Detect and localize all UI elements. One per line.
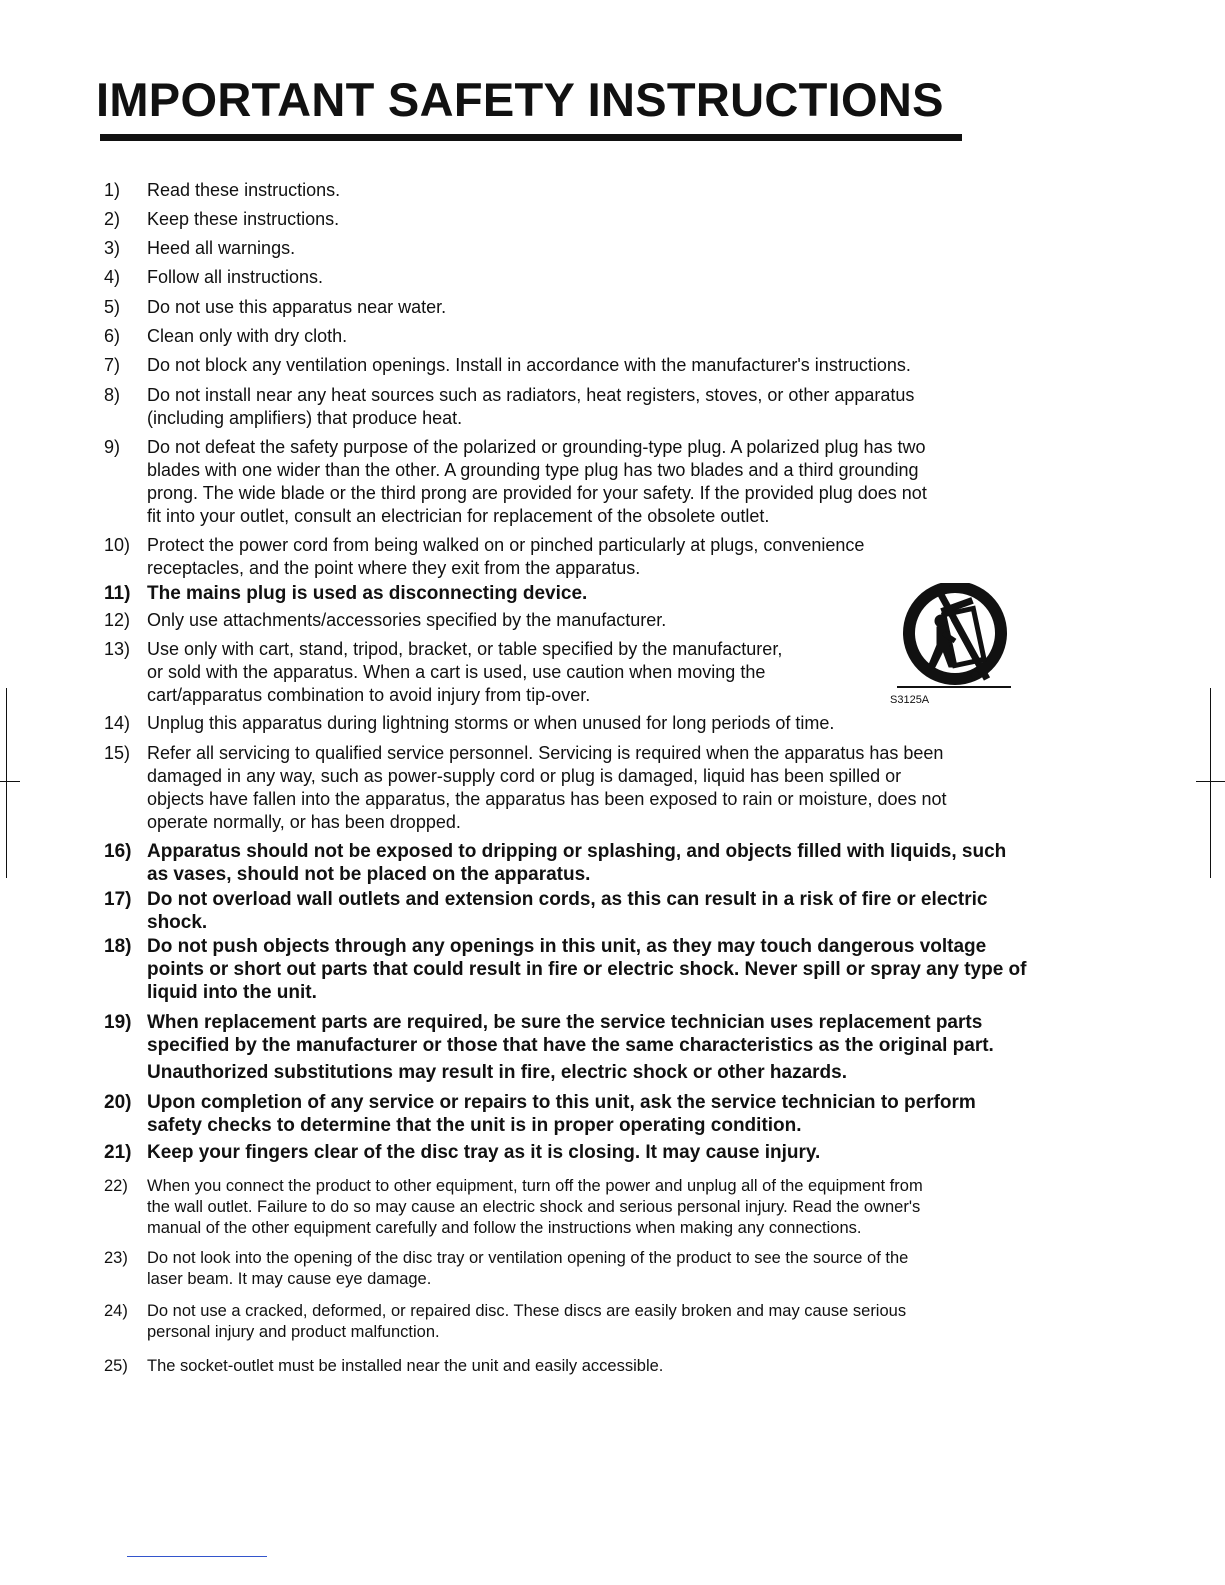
item-text-line: Do not use this apparatus near water.	[147, 297, 447, 317]
list-item	[147, 354, 911, 377]
item-text-line: Only use attachments/accessories specified by the manufacturer.	[147, 610, 667, 630]
item-text-line: the wall outlet. Failure to do so may cause an electric shock and serious personal injury. Read the owner's	[147, 1198, 921, 1216]
item-text-line: Do not install near any heat sources such as radiators, heat registers, stoves, or other apparatus	[147, 385, 915, 405]
item-text-line: fit into your outlet, consult an electrician for replacement of the obsolete outlet.	[147, 506, 770, 526]
item-text-line: Do not block any ventilation openings. Install in accordance with the manufacturer's instructions.	[147, 355, 911, 375]
item-text-line: When replacement parts are required, be sure the service technician uses replacement parts	[147, 1012, 983, 1033]
item-number: 3)	[104, 238, 121, 258]
list-item	[147, 1356, 663, 1377]
item-text-line: receptacles, and the point where they exit from the apparatus.	[147, 558, 641, 578]
item-text-line: laser beam. It may cause eye damage.	[147, 1270, 432, 1288]
item-text-line: The mains plug is used as disconnecting device.	[147, 583, 588, 604]
symbol-code: S3125A	[890, 694, 930, 706]
item-text-line: Use only with cart, stand, tripod, bracket, or table specified by the manufacturer,	[147, 639, 783, 659]
item-number: 24)	[104, 1302, 128, 1320]
list-item	[147, 179, 340, 202]
item-number: 16)	[104, 841, 132, 862]
item-text-line: Upon completion of any service or repairs to this unit, ask the service technician to perform	[147, 1092, 976, 1113]
list-item	[147, 742, 947, 834]
list-item	[147, 582, 587, 605]
item-text-line: blades with one wider than the other. A grounding type plug has two blades and a third grounding	[147, 460, 919, 480]
item-number: 9)	[104, 437, 121, 457]
item-text-line: (including amplifiers) that produce heat.	[147, 408, 463, 428]
list-item	[147, 935, 1026, 1004]
item-text-line: Do not defeat the safety purpose of the polarized or grounding-type plug. A polarized plug has two	[147, 437, 926, 457]
item-text-line: safety checks to determine that the unit is in proper operating condition.	[147, 1115, 802, 1136]
list-item	[147, 1301, 906, 1343]
bottom-underline	[127, 1556, 267, 1557]
list-item	[147, 436, 927, 528]
item-text-line: objects have fallen into the apparatus, the apparatus has been exposed to rain or moisture, does not	[147, 789, 947, 809]
item-text-line: personal injury and product malfunction.	[147, 1323, 440, 1341]
item-number: 17)	[104, 889, 132, 910]
item-text-line: Read these instructions.	[147, 180, 341, 200]
item-text-line: The socket-outlet must be installed near the unit and easily accessible.	[147, 1357, 664, 1375]
item-text-line: points or short out parts that could result in fire or electric shock. Never spill or spray any type of	[147, 959, 1027, 980]
item-number: 8)	[104, 385, 121, 405]
item-text-line: Keep your fingers clear of the disc tray as it is closing. It may cause injury.	[147, 1142, 821, 1163]
crop-mark-right	[1210, 688, 1211, 878]
item-text-line: Unauthorized substitutions may result in fire, electric shock or other hazards.	[147, 1062, 847, 1083]
item-number: 12)	[104, 610, 131, 630]
list-item	[147, 384, 914, 430]
item-text-line: Do not push objects through any openings in this unit, as they may touch dangerous voltage	[147, 936, 987, 957]
item-text-line: Unplug this apparatus during lightning storms or when unused for long periods of time.	[147, 713, 835, 733]
item-text-line: specified by the manufacturer or those that have the same characteristics as the original part.	[147, 1035, 994, 1056]
list-item	[147, 638, 782, 707]
list-item	[147, 1141, 820, 1164]
item-number: 13)	[104, 639, 131, 659]
item-number: 10)	[104, 535, 131, 555]
list-item	[147, 208, 339, 231]
item-text-line: Follow all instructions.	[147, 267, 324, 287]
item-number: 20)	[104, 1092, 132, 1113]
item-number: 4)	[104, 267, 121, 287]
item-text-line: damaged in any way, such as power-supply cord or plug is damaged, liquid has been spilled or	[147, 766, 902, 786]
page-title: IMPORTANT SAFETY INSTRUCTIONS	[96, 73, 944, 126]
item-text-line: Keep these instructions.	[147, 209, 340, 229]
list-item	[147, 840, 1006, 886]
item-text-line: as vases, should not be placed on the apparatus.	[147, 864, 591, 885]
list-item	[147, 296, 446, 319]
item-text-line: Protect the power cord from being walked on or pinched particularly at plugs, convenience	[147, 535, 865, 555]
item-number: 7)	[104, 355, 121, 375]
item-number: 1)	[104, 180, 121, 200]
list-item	[147, 888, 987, 934]
item-text-line: Apparatus should not be exposed to dripping or splashing, and objects filled with liquids, such	[147, 841, 1007, 862]
item-text-line: When you connect the product to other equipment, turn off the power and unplug all of the equipment from	[147, 1177, 923, 1195]
crop-mark-right-tick	[1196, 781, 1225, 782]
item-number: 25)	[104, 1357, 128, 1375]
item-text-line: prong. The wide blade or the third prong are provided for your safety. If the provided plug does not	[147, 483, 927, 503]
item-text-line: manual of the other equipment carefully and follow the instructions when making any connections.	[147, 1219, 862, 1237]
list-item	[147, 609, 666, 632]
item-text-line: or sold with the apparatus. When a cart is used, use caution when moving the	[147, 662, 766, 682]
item-number: 18)	[104, 936, 132, 957]
item-text-line: Clean only with dry cloth.	[147, 326, 348, 346]
item-number: 22)	[104, 1177, 128, 1195]
item-text-line: cart/apparatus combination to avoid injury from tip-over.	[147, 685, 591, 705]
item-text-line: Refer all servicing to qualified service personnel. Servicing is required when the apparatus has been	[147, 743, 944, 763]
item-text-line: Do not overload wall outlets and extension cords, as this can result in a risk of fire or electric	[147, 889, 988, 910]
item-text-line: shock.	[147, 912, 208, 933]
list-item	[147, 325, 347, 348]
list-item	[147, 1091, 976, 1137]
list-item	[147, 1176, 923, 1239]
item-number: 6)	[104, 326, 121, 346]
item-number: 11)	[104, 583, 131, 604]
item-number: 15)	[104, 743, 131, 763]
item-number: 5)	[104, 297, 121, 317]
crop-mark-left	[6, 688, 7, 878]
item-number: 14)	[104, 713, 131, 733]
list-item	[147, 237, 295, 260]
item-text-line: operate normally, or has been dropped.	[147, 812, 461, 832]
crop-mark-left-tick	[0, 781, 20, 782]
title-underline	[100, 134, 962, 141]
item-text-line: Do not look into the opening of the disc tray or ventilation opening of the product to see the source of the	[147, 1249, 909, 1267]
item-text-line: Do not use a cracked, deformed, or repaired disc. These discs are easily broken and may cause serious	[147, 1302, 907, 1320]
item-number: 2)	[104, 209, 121, 229]
list-item	[147, 266, 323, 289]
item-text-line: liquid into the unit.	[147, 982, 317, 1003]
item-number: 23)	[104, 1249, 128, 1267]
list-item	[147, 1248, 908, 1290]
item-number: 21)	[104, 1142, 132, 1163]
item-number: 19)	[104, 1012, 132, 1033]
list-item	[147, 534, 864, 580]
list-item	[147, 712, 834, 735]
item-text-line: Heed all warnings.	[147, 238, 296, 258]
list-item	[147, 1011, 994, 1084]
cart-warning-icon	[893, 583, 1013, 695]
